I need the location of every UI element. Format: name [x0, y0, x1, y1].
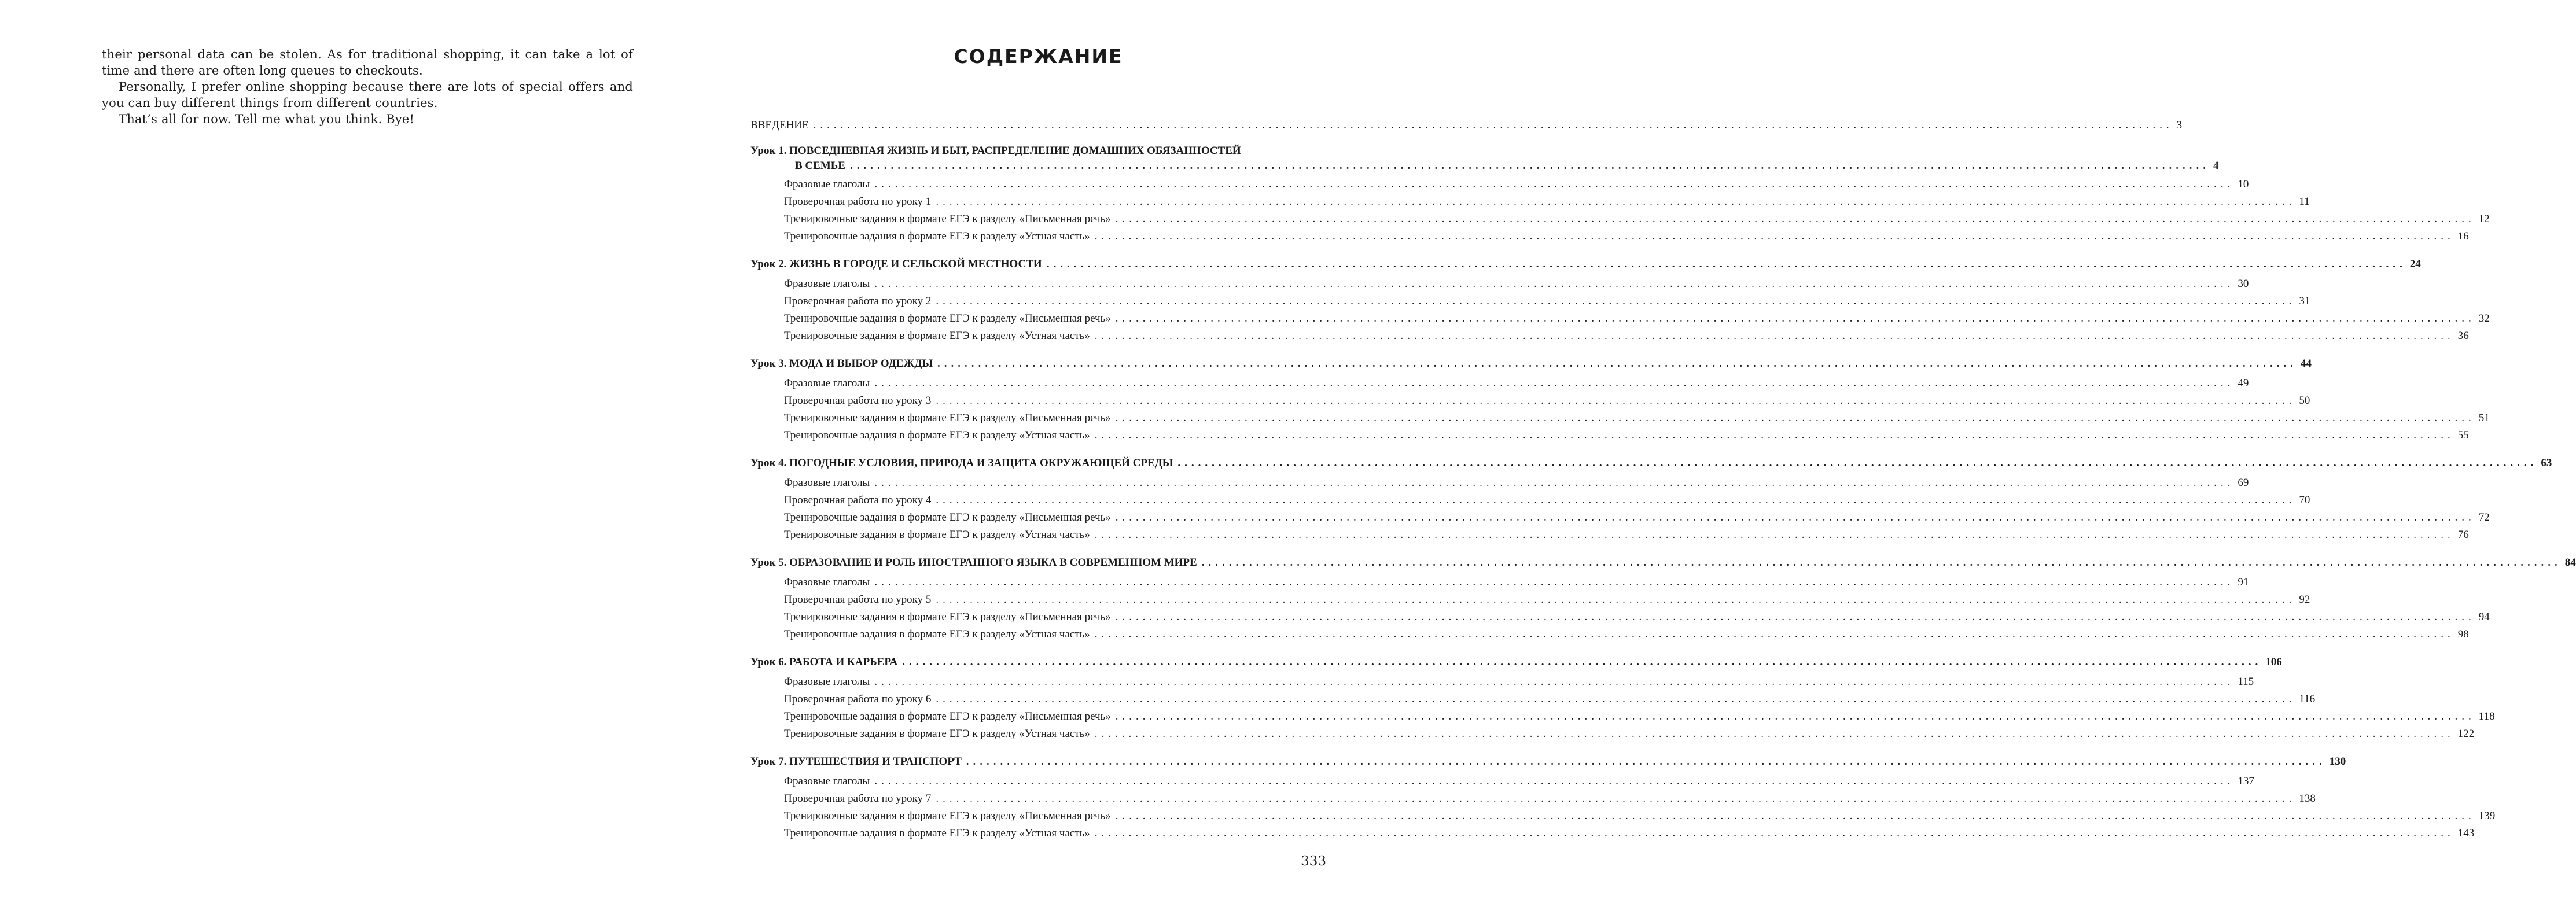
leader-dots: ........................................................................................................................................................................................................	[936, 593, 2296, 606]
toc-entry[interactable]	[750, 526, 2469, 544]
leader-dots: ........................................................................................................................................................................................................	[813, 119, 2173, 131]
toc-entry[interactable]	[750, 725, 2475, 743]
toc-entry-page: 51	[2478, 412, 2490, 424]
toc-entry[interactable]	[750, 228, 2469, 245]
toc-entry-label: Проверочная работа по уроку 6	[784, 693, 932, 705]
toc-entry[interactable]	[750, 773, 2254, 790]
toc-entry-label: Фразовые глаголы	[784, 278, 870, 290]
toc-entry-label: Тренировочные задания в формате ЕГЭ к разделу «Письменная речь»	[784, 810, 1111, 822]
toc-entry[interactable]	[750, 392, 2310, 410]
toc-entry[interactable]	[750, 474, 2249, 492]
leader-dots: ........................................................................................................................................................................................................	[1115, 412, 2475, 424]
leader-dots: ........................................................................................................................................................................................................	[902, 656, 2262, 668]
toc-entry-page: 139	[2478, 810, 2496, 822]
leader-dots: ........................................................................................................................................................................................................	[1094, 529, 2454, 541]
lesson-heading[interactable]	[750, 455, 2552, 472]
lesson-title-label	[750, 554, 1202, 572]
toc-row	[750, 355, 2312, 373]
paragraph: their personal data can be stolen. As for traditional shopping, it can take a lot of time and there are often long queues to checkouts.	[102, 47, 633, 78]
toc-entry-page: 115	[2238, 676, 2254, 688]
toc-entry-page: 16	[2457, 230, 2469, 242]
toc-entry-page: 137	[2238, 775, 2254, 787]
lesson-heading[interactable]	[750, 355, 2312, 373]
toc-entry-label: Фразовые глаголы	[784, 775, 870, 787]
toc-entry-label: Тренировочные задания в формате ЕГЭ к разделу «Письменная речь»	[784, 213, 1111, 225]
leader-dots: ........................................................................................................................................................................................................	[1094, 330, 2454, 342]
lesson-prefix: Урок 7.	[750, 755, 787, 768]
left-page-text	[102, 46, 633, 127]
toc-entry-page: 50	[2299, 395, 2310, 407]
leader-dots: ........................................................................................................................................................................................................	[874, 676, 2235, 688]
toc-entry[interactable]	[750, 176, 2249, 193]
toc-entry[interactable]	[750, 825, 2475, 842]
leader-dots: ........................................................................................................................................................................................................	[937, 357, 2297, 370]
lesson-prefix: Урок 3.	[750, 357, 787, 370]
lesson-block	[750, 654, 2495, 743]
leader-dots: ........................................................................................................................................................................................................	[1115, 511, 2475, 523]
toc-entry-label: Фразовые глаголы	[784, 576, 870, 588]
lesson-heading[interactable]	[750, 554, 2576, 572]
toc-entry[interactable]	[750, 492, 2310, 509]
leader-dots: ........................................................................................................................................................................................................	[874, 576, 2235, 588]
toc-entry[interactable]	[750, 211, 2490, 228]
toc-entry-page: 94	[2478, 611, 2490, 623]
toc-entry-label: Проверочная работа по уроку 5	[784, 593, 932, 606]
toc-entry-label: Тренировочные задания в формате ЕГЭ к разделу «Письменная речь»	[784, 312, 1111, 325]
lesson-title: ПУТЕШЕСТВИЯ И ТРАНСПОРТ	[789, 755, 962, 768]
leader-dots: ........................................................................................................................................................................................................	[936, 494, 2296, 506]
lesson-title: ЖИЗНЬ В ГОРОДЕ И СЕЛЬСКОЙ МЕСТНОСТИ	[789, 258, 1042, 270]
toc-entry-page: 4	[2213, 160, 2219, 172]
toc-entry-page: 76	[2457, 529, 2469, 541]
toc-entry-label: Тренировочные задания в формате ЕГЭ к разделу «Письменная речь»	[784, 611, 1111, 623]
toc-entry[interactable]	[750, 609, 2490, 626]
toc-entry-label: Тренировочные задания в формате ЕГЭ к разделу «Устная часть»	[784, 429, 1090, 441]
toc-entry-page: 72	[2478, 511, 2490, 523]
toc-entry-label: Тренировочные задания в формате ЕГЭ к разделу «Письменная речь»	[784, 710, 1111, 722]
toc-entry-page: 24	[2409, 258, 2421, 270]
toc-entry-page: 31	[2299, 295, 2310, 307]
toc-entry-intro[interactable]	[750, 117, 2183, 134]
leader-dots: ........................................................................................................................................................................................................	[936, 693, 2296, 705]
leader-dots: ........................................................................................................................................................................................................	[1201, 556, 2562, 569]
leader-dots: ........................................................................................................................................................................................................	[1094, 429, 2454, 441]
lesson-heading[interactable]	[750, 753, 2346, 770]
right-page	[750, 0, 2576, 918]
leader-dots: ........................................................................................................................................................................................................	[1094, 628, 2454, 640]
toc-entry[interactable]	[750, 427, 2469, 444]
toc-entry-label: ВВЕДЕНИЕ	[750, 119, 809, 131]
toc-entry-label: Тренировочные задания в формате ЕГЭ к разделу «Устная часть»	[784, 728, 1090, 740]
toc-entry-page: 10	[2238, 178, 2249, 190]
leader-dots: ........................................................................................................................................................................................................	[874, 775, 2235, 787]
toc-entry[interactable]	[750, 790, 2316, 808]
toc-entry-label: Тренировочные задания в формате ЕГЭ к разделу «Письменная речь»	[784, 511, 1111, 523]
toc-entry-page: 49	[2238, 377, 2249, 389]
toc-row	[750, 554, 2576, 572]
leader-dots: ........................................................................................................................................................................................................	[1177, 457, 2538, 469]
lesson-title: ПОГОДНЫЕ УСЛОВИЯ, ПРИРОДА И ЗАЩИТА ОКРУЖАЮЩЕЙ СРЕДЫ	[789, 457, 1173, 469]
toc-entry[interactable]	[750, 293, 2310, 310]
toc-entry-page: 91	[2238, 576, 2249, 588]
toc-entry-label: Тренировочные задания в формате ЕГЭ к разделу «Устная часть»	[784, 827, 1090, 839]
leader-dots: ........................................................................................................................................................................................................	[936, 196, 2296, 208]
lesson-prefix: Урок 5.	[750, 556, 787, 569]
lesson-title-label	[750, 355, 937, 373]
toc-entry-label: Проверочная работа по уроку 7	[784, 792, 932, 805]
leader-dots: ........................................................................................................................................................................................................	[1094, 230, 2454, 242]
toc-entry-page: 44	[2300, 357, 2312, 370]
toc-entry-label: Фразовые глаголы	[784, 477, 870, 489]
toc-entry-page: 3	[2176, 119, 2183, 131]
toc-entry-label: Фразовые глаголы	[784, 178, 870, 190]
leader-dots: ........................................................................................................................................................................................................	[1115, 213, 2475, 225]
toc-entry[interactable]	[750, 310, 2490, 327]
toc-entry-label: Фразовые глаголы	[784, 377, 870, 389]
toc-entry[interactable]	[750, 626, 2469, 643]
toc-row	[750, 158, 2219, 174]
lesson-title-continued: В СЕМЬЕ	[795, 160, 845, 172]
toc-entry-label: Тренировочные задания в формате ЕГЭ к разделу «Письменная речь»	[784, 412, 1111, 424]
lesson-title-label	[750, 654, 902, 671]
lesson-prefix: Урок 6.	[750, 656, 787, 668]
lesson-prefix: Урок 2.	[750, 258, 787, 270]
lesson-title-label	[750, 455, 1177, 472]
toc-entry-page: 12	[2478, 213, 2490, 225]
leader-dots: ........................................................................................................................................................................................................	[849, 160, 2210, 172]
toc-entry-page: 130	[2329, 755, 2346, 768]
lesson-block	[750, 455, 2552, 544]
lesson-title: ПОВСЕДНЕВНАЯ ЖИЗНЬ И БЫТ, РАСПРЕДЕЛЕНИЕ ДОМАШНИХ ОБЯЗАННОСТЕЙ	[789, 145, 1241, 157]
toc-entry-page: 106	[2265, 656, 2282, 668]
toc-entry-label: Проверочная работа по уроку 3	[784, 395, 932, 407]
lesson-title-line	[750, 143, 1326, 158]
toc-entry[interactable]	[750, 691, 2316, 708]
toc-row	[750, 654, 2282, 671]
lesson-block	[750, 554, 2576, 643]
leader-dots: ........................................................................................................................................................................................................	[874, 377, 2235, 389]
toc-entry[interactable]	[750, 808, 2496, 825]
leader-dots: ........................................................................................................................................................................................................	[874, 477, 2235, 489]
leader-dots: ........................................................................................................................................................................................................	[1115, 312, 2475, 325]
leader-dots: ........................................................................................................................................................................................................	[1094, 827, 2454, 839]
toc-entry-page: 63	[2541, 457, 2552, 469]
toc-entry-label: Проверочная работа по уроку 2	[784, 295, 932, 307]
toc-entry-page: 118	[2478, 710, 2495, 722]
leader-dots: ........................................................................................................................................................................................................	[874, 178, 2235, 190]
paragraph: That’s all for now. Tell me what you think. Bye!	[119, 112, 415, 126]
lesson-title-label	[750, 753, 966, 770]
lesson-title-label	[750, 256, 1047, 273]
toc-entry-page: 138	[2299, 792, 2316, 805]
toc-entry-page: 69	[2238, 477, 2249, 489]
toc-entry-label: Тренировочные задания в формате ЕГЭ к разделу «Устная часть»	[784, 230, 1090, 242]
leader-dots: ........................................................................................................................................................................................................	[874, 278, 2235, 290]
toc-entry[interactable]	[750, 509, 2490, 526]
lesson-heading[interactable]	[750, 256, 2421, 273]
toc-entry-label: Проверочная работа по уроку 1	[784, 196, 932, 208]
lesson-prefix: Урок 4.	[750, 457, 787, 469]
lesson-title: РАБОТА И КАРЬЕРА	[789, 656, 898, 668]
leader-dots: ........................................................................................................................................................................................................	[1046, 258, 2406, 270]
leader-dots: ........................................................................................................................................................................................................	[936, 395, 2296, 407]
lesson-block	[750, 753, 2496, 842]
toc-row	[750, 256, 2421, 273]
leader-dots: ........................................................................................................................................................................................................	[936, 792, 2296, 805]
lesson-title: ОБРАЗОВАНИЕ И РОЛЬ ИНОСТРАННОГО ЯЗЫКА В СОВРЕМЕННОМ МИРЕ	[789, 556, 1197, 569]
toc-entry-page: 32	[2478, 312, 2490, 325]
toc-entry-page: 98	[2457, 628, 2469, 640]
toc-entry-page: 30	[2238, 278, 2249, 290]
toc-entry-page: 84	[2564, 556, 2576, 569]
toc-entry-label: Проверочная работа по уроку 4	[784, 494, 932, 506]
toc-entry[interactable]	[750, 410, 2490, 427]
toc-entry[interactable]	[750, 673, 2254, 691]
toc-row	[750, 455, 2552, 472]
toc-entry-label: Тренировочные задания в формате ЕГЭ к разделу «Устная часть»	[784, 628, 1090, 640]
toc-row	[750, 753, 2346, 770]
toc-entry-page: 11	[2299, 196, 2310, 208]
leader-dots: ........................................................................................................................................................................................................	[1115, 611, 2475, 623]
lesson-block	[750, 256, 2490, 345]
toc-entry-page: 70	[2299, 494, 2310, 506]
toc-entry[interactable]	[750, 574, 2249, 591]
lesson-block	[750, 143, 2490, 245]
toc-entry-page: 116	[2299, 693, 2316, 705]
lesson-title: МОДА И ВЫБОР ОДЕЖДЫ	[789, 357, 933, 370]
paragraph: Personally, I prefer online shopping because there are lots of special offers and you can buy different things from different countries.	[102, 80, 633, 110]
lesson-heading[interactable]	[750, 654, 2282, 671]
leader-dots: ........................................................................................................................................................................................................	[1115, 810, 2475, 822]
toc-entry-page: 122	[2457, 728, 2475, 740]
toc-entry-page: 36	[2457, 330, 2469, 342]
toc-entry-label: Фразовые глаголы	[784, 676, 870, 688]
toc-title: СОДЕРЖАНИЕ	[954, 45, 1123, 68]
toc-entry[interactable]	[750, 275, 2249, 293]
leader-dots: ........................................................................................................................................................................................................	[966, 755, 2326, 768]
toc-entry[interactable]	[750, 193, 2310, 211]
lesson-prefix: Урок 1.	[750, 145, 787, 157]
toc-entry[interactable]	[750, 327, 2469, 345]
table-of-contents	[750, 117, 2576, 853]
toc-entry-label: Тренировочные задания в формате ЕГЭ к разделу «Устная часть»	[784, 330, 1090, 342]
toc-entry-page: 143	[2457, 827, 2475, 839]
toc-entry[interactable]	[750, 375, 2249, 392]
leader-dots: ........................................................................................................................................................................................................	[1115, 710, 2475, 722]
lesson-list	[750, 143, 2576, 842]
toc-entry[interactable]	[750, 708, 2495, 725]
page-number: 333	[1301, 854, 1326, 869]
toc-entry-page: 92	[2299, 593, 2310, 606]
leader-dots: ........................................................................................................................................................................................................	[1094, 728, 2454, 740]
lesson-block	[750, 355, 2490, 444]
toc-entry-page: 55	[2457, 429, 2469, 441]
toc-entry[interactable]	[750, 591, 2310, 609]
lesson-heading[interactable]	[750, 143, 2219, 174]
toc-entry-label: Тренировочные задания в формате ЕГЭ к разделу «Устная часть»	[784, 529, 1090, 541]
leader-dots: ........................................................................................................................................................................................................	[936, 295, 2296, 307]
